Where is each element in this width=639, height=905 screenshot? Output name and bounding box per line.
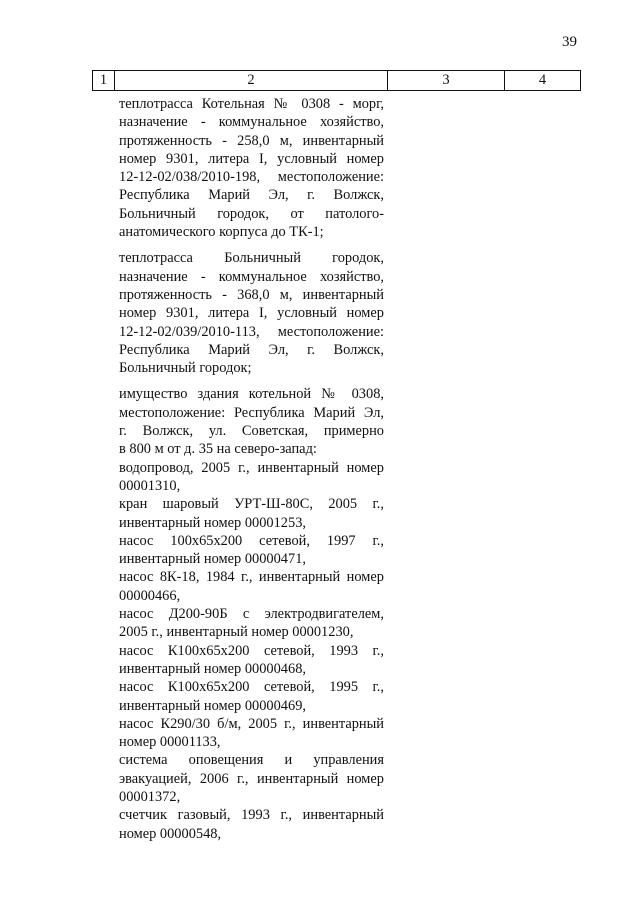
text-line: теплотрасса Котельная № 0308 - морг, (119, 96, 384, 112)
text-line: насос К290/30 б/м, 2005 г., инвентарный (119, 715, 384, 732)
property-list-text (119, 95, 384, 851)
text-line: анатомического корпуса до ТК-1; (119, 224, 324, 241)
text-line: протяженность - 258,0 м, инвентарный (119, 132, 384, 149)
text-line: 12-12-02/038/2010-198, местоположение: (119, 169, 384, 186)
text-line: имущество здания котельной № 0308, (119, 386, 384, 403)
text-line: номер 00000548, (119, 825, 222, 842)
column-header-1: 1 (93, 71, 115, 91)
text-line: инвентарный номер 00000468, (119, 660, 306, 677)
page-number: 39 (562, 34, 577, 50)
text-line: местоположение: Республика Марий Эл, (119, 404, 384, 421)
text-line: г. Волжск, ул. Советская, примерно (119, 423, 384, 440)
column-header-2: 2 (115, 71, 388, 91)
text-line: насос 8К-18, 1984 г., инвентарный номер (119, 569, 384, 586)
text-line: 2005 г., инвентарный номер 00001230, (119, 624, 354, 641)
text-line: 12-12-02/039/2010-113, местоположение: (119, 323, 384, 340)
text-line: насос К100х65х200 сетевой, 1995 г., (119, 679, 384, 696)
column-header-table (92, 70, 581, 91)
text-line: 00001310, (119, 477, 181, 494)
text-line: номер 9301, литера I, условный номер (119, 305, 384, 322)
text-line: теплотрасса Больничный городок, (119, 250, 384, 267)
text-line: водопровод, 2005 г., инвентарный номер (119, 459, 384, 476)
text-line: инвентарный номер 00001253, (119, 514, 306, 531)
text-line: насос Д200-90Б с электродвигателем, (119, 606, 384, 623)
text-line: система оповещения и управления (119, 752, 384, 769)
column-header-4: 4 (505, 71, 581, 91)
text-line: инвентарный номер 00000471, (119, 551, 306, 568)
text-line: назначение - коммунальное хозяйство, (119, 268, 384, 285)
text-line: 00001372, (119, 788, 181, 805)
text-line: насос К100х65х200 сетевой, 1993 г., (119, 642, 384, 659)
text-line: Республика Марий Эл, г. Волжск, (119, 341, 384, 358)
text-line: назначение - коммунальное хозяйство, (119, 114, 384, 131)
text-line: кран шаровый УРТ-Ш-80С, 2005 г., (119, 496, 384, 513)
text-line: эвакуацией, 2006 г., инвентарный номер (119, 770, 384, 787)
table-header-row (93, 71, 581, 91)
property-paragraph (119, 385, 384, 842)
text-line: номер 9301, литера I, условный номер (119, 150, 384, 167)
text-line: номер 00001133, (119, 734, 221, 751)
text-line: Больничный городок, от патолого- (119, 205, 384, 222)
text-line: 00000466, (119, 587, 181, 604)
text-line: счетчик газовый, 1993 г., инвентарный (119, 807, 384, 824)
text-line: насос 100х65х200 сетевой, 1997 г., (119, 532, 384, 549)
text-line: Больничный городок; (119, 360, 252, 377)
column-header-3: 3 (388, 71, 505, 91)
text-line: протяженность - 368,0 м, инвентарный (119, 286, 384, 303)
property-paragraph (119, 95, 384, 241)
text-line: Республика Марий Эл, г. Волжск, (119, 187, 384, 204)
property-paragraph (119, 249, 384, 377)
text-line: инвентарный номер 00000469, (119, 697, 306, 714)
text-line: в 800 м от д. 35 на северо-запад: (119, 441, 317, 458)
